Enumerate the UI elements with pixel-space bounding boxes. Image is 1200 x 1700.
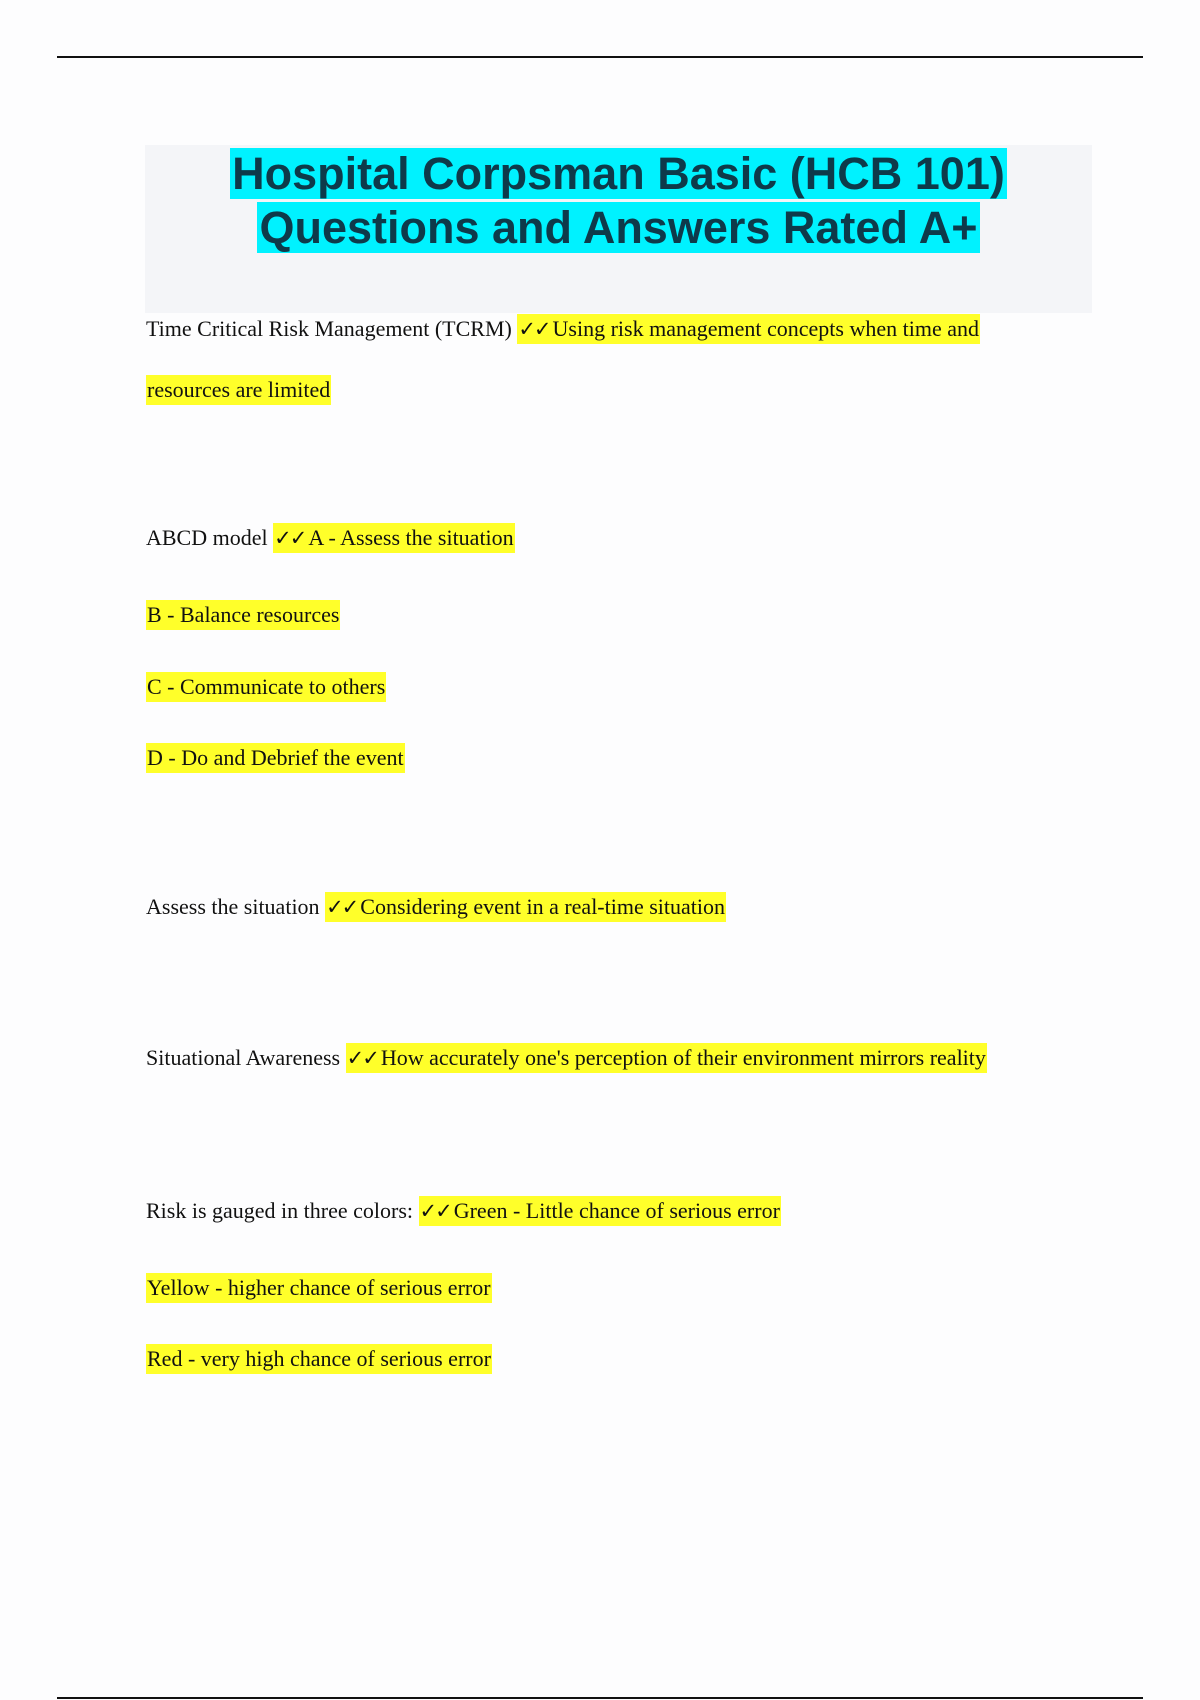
qa-item-tcrm [146, 314, 980, 344]
answer-line [146, 743, 405, 773]
check-icon: ✓✓ [419, 1199, 451, 1223]
check-icon: ✓✓ [346, 1046, 378, 1070]
answer-highlight [346, 1043, 987, 1073]
answer-text: A - Assess the situation [308, 525, 514, 550]
answer-line [146, 600, 340, 630]
answer-line [146, 1273, 492, 1303]
answer-line [146, 1344, 492, 1374]
qa-item-abcd [146, 523, 515, 553]
answer-highlight [419, 1196, 781, 1226]
check-icon: ✓✓ [518, 317, 550, 341]
check-icon: ✓✓ [274, 526, 306, 550]
answer-text: resources are limited [146, 375, 331, 405]
qa-item-assess [146, 892, 726, 922]
answer-text: D - Do and Debrief the event [146, 743, 405, 773]
question-text: ABCD model [146, 525, 268, 550]
question-text: Time Critical Risk Management (TCRM) [146, 316, 512, 341]
top-rule [57, 56, 1143, 58]
check-icon: ✓✓ [326, 895, 358, 919]
question-text: Risk is gauged in three colors: [146, 1198, 414, 1223]
qa-item-tcrm-continued [146, 375, 331, 405]
answer-text: How accurately one's perception of their environment mirrors reality [380, 1045, 986, 1070]
answer-highlight [273, 523, 515, 553]
answer-highlight [325, 892, 726, 922]
answer-text: Yellow - higher chance of serious error [146, 1273, 492, 1303]
bottom-rule [57, 1697, 1143, 1699]
answer-text: Green - Little chance of serious error [453, 1198, 780, 1223]
document-title [145, 145, 1092, 313]
question-text: Assess the situation [146, 894, 320, 919]
answer-line [146, 672, 386, 702]
answer-highlight [517, 314, 980, 344]
qa-item-risk-colors [146, 1196, 781, 1226]
title-line-1: Hospital Corpsman Basic (HCB 101) [232, 148, 1005, 199]
answer-text: Red - very high chance of serious error [146, 1344, 492, 1374]
title-line-2: Questions and Answers Rated A+ [259, 202, 978, 253]
answer-text: Using risk management concepts when time and [552, 316, 979, 341]
answer-text: B - Balance resources [146, 600, 340, 630]
qa-item-situational-awareness [146, 1043, 987, 1073]
question-text: Situational Awareness [146, 1045, 341, 1070]
answer-text: C - Communicate to others [146, 672, 386, 702]
answer-text: Considering event in a real-time situation [360, 894, 726, 919]
